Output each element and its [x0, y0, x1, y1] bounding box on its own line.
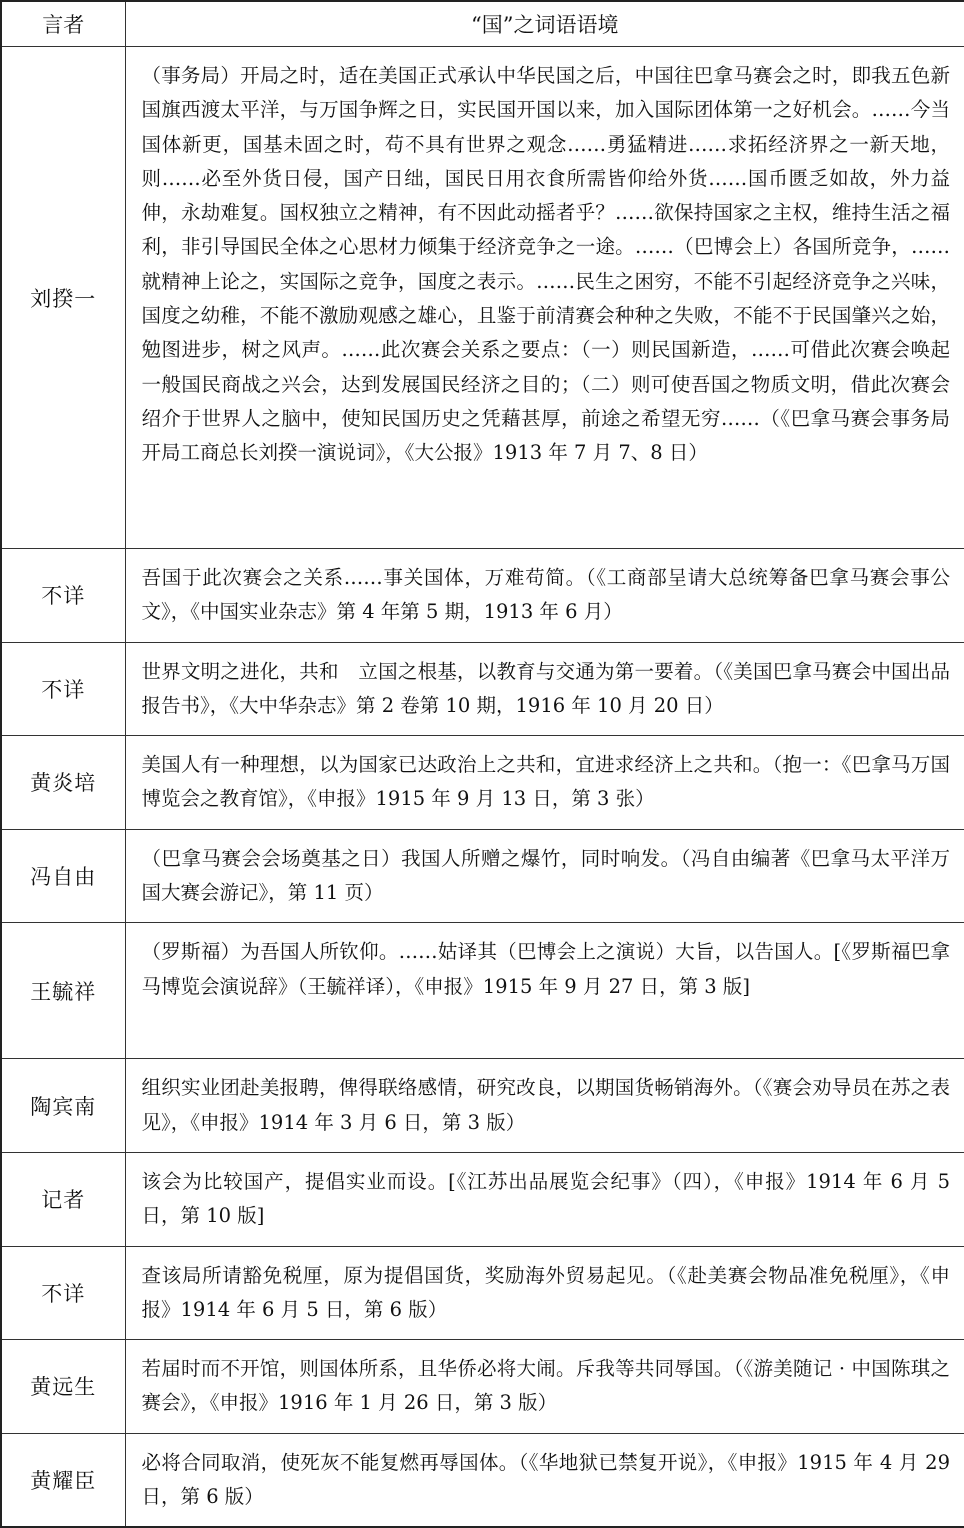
context-cell: （罗斯福）为吾国人所钦仰。……姑译其（巴博会上之演说）大旨，以告国人。[《罗斯福巴拿马博览会演说辞》（王毓祥译），《申报》1915 年 9 月 27 日，第 3 版]	[125, 923, 964, 1059]
speaker-cell: 陶宾南	[1, 1059, 125, 1153]
table-row	[1, 642, 964, 736]
speaker-cell: 黄远生	[1, 1340, 125, 1434]
table-row	[1, 1246, 964, 1340]
context-cell: 该会为比较国产，提倡实业而设。[《江苏出品展览会纪事》（四），《申报》1914 年 6 月 5 日，第 10 版]	[125, 1152, 964, 1246]
table-row	[1, 923, 964, 1059]
table-header-row	[1, 1, 964, 47]
context-cell: 查该局所请豁免税厘，原为提倡国货，奖励海外贸易起见。（《赴美赛会物品准免税厘》，《申报》1914 年 6 月 5 日，第 6 版）	[125, 1246, 964, 1340]
context-cell: 若届时而不开馆，则国体所系，且华侨必将大闹。斥我等共同辱国。（《游美随记 · 中国陈琪之赛会》，《申报》1916 年 1 月 26 日，第 3 版）	[125, 1340, 964, 1434]
context-cell: 世界文明之进化，共和 立国之根基，以教育与交通为第一要着。（《美国巴拿马赛会中国出品报告书》，《大中华杂志》第 2 卷第 10 期，1916 年 10 月 20 日）	[125, 642, 964, 736]
context-cell: （巴拿马赛会会场奠基之日）我国人所赠之爆竹，同时响发。（冯自由编著《巴拿马太平洋万国大赛会游记》，第 11 页）	[125, 829, 964, 923]
speaker-cell: 冯自由	[1, 829, 125, 923]
header-context: “国”之词语语境	[125, 1, 964, 47]
context-cell: （事务局）开局之时，适在美国正式承认中华民国之后，中国往巴拿马赛会之时，即我五色新国旗西渡太平洋，与万国争辉之日，实民国开国以来，加入国际团体第一之好机会。……今当国体新更，国基未固之时，苟不具有世界之观念……勇猛精进……求拓经济界之一新天地，则……必至外货日侵，国产日绌，国民日用衣食所需皆仰给外货……国币匮乏如故，外力益伸，永劫难复。国权独立之精神，有不因此动摇者乎？……欲保持国家之主权，维持生活之福利，非引导国民全体之心思材力倾集于经济竞争之一途。……（巴博会上）各国所竞争，……就精神上论之，实国际之竞争，国度之表示。……民生之困穷，不能不引起经济竞争之兴味，国度之幼稚，不能不激励观感之雄心，且鉴于前清赛会种种之失败，不能不于民国肇兴之始，勉图进步，树之风声。……此次赛会关系之要点：（一）则民国新造，……可借此次赛会唤起一般国民商战之兴会，达到发展国民经济之目的；（二）则可使吾国之物质文明，借此次赛会绍介于世界人之脑中，使知民国历史之凭藉甚厚，前途之希望无穷……（《巴拿马赛会事务局开局工商总长刘揆一演说词》，《大公报》1913 年 7 月 7、8 日）	[125, 47, 964, 549]
speaker-cell: 不详	[1, 549, 125, 643]
context-cell: 组织实业团赴美报聘，俾得联络感情，研究改良，以期国货畅销海外。（《赛会劝导员在苏之表见》，《申报》1914 年 3 月 6 日，第 3 版）	[125, 1059, 964, 1153]
speaker-cell: 不详	[1, 642, 125, 736]
table-row	[1, 1152, 964, 1246]
context-cell: 吾国于此次赛会之关系……事关国体，万难苟简。（《工商部呈请大总统筹备巴拿马赛会事公文》，《中国实业杂志》第 4 年第 5 期，1913 年 6 月）	[125, 549, 964, 643]
table-row	[1, 1059, 964, 1153]
table-row	[1, 1433, 964, 1527]
speaker-cell: 黄耀臣	[1, 1433, 125, 1527]
table-row	[1, 736, 964, 830]
table-row	[1, 47, 964, 549]
speaker-cell: 黄炎培	[1, 736, 125, 830]
table-row	[1, 549, 964, 643]
context-cell: 美国人有一种理想，以为国家已达政治上之共和，宜进求经济上之共和。（抱一：《巴拿马万国博览会之教育馆》，《申报》1915 年 9 月 13 日，第 3 张）	[125, 736, 964, 830]
speaker-cell: 不详	[1, 1246, 125, 1340]
speaker-cell: 王毓祥	[1, 923, 125, 1059]
header-speaker: 言者	[1, 1, 125, 47]
speaker-cell: 记者	[1, 1152, 125, 1246]
speaker-cell: 刘揆一	[1, 47, 125, 549]
table-row	[1, 829, 964, 923]
context-cell: 必将合同取消，使死灰不能复燃再辱国体。（《华地狱已禁复开说》，《申报》1915 年 4 月 29 日，第 6 版）	[125, 1433, 964, 1527]
table-row	[1, 1340, 964, 1434]
